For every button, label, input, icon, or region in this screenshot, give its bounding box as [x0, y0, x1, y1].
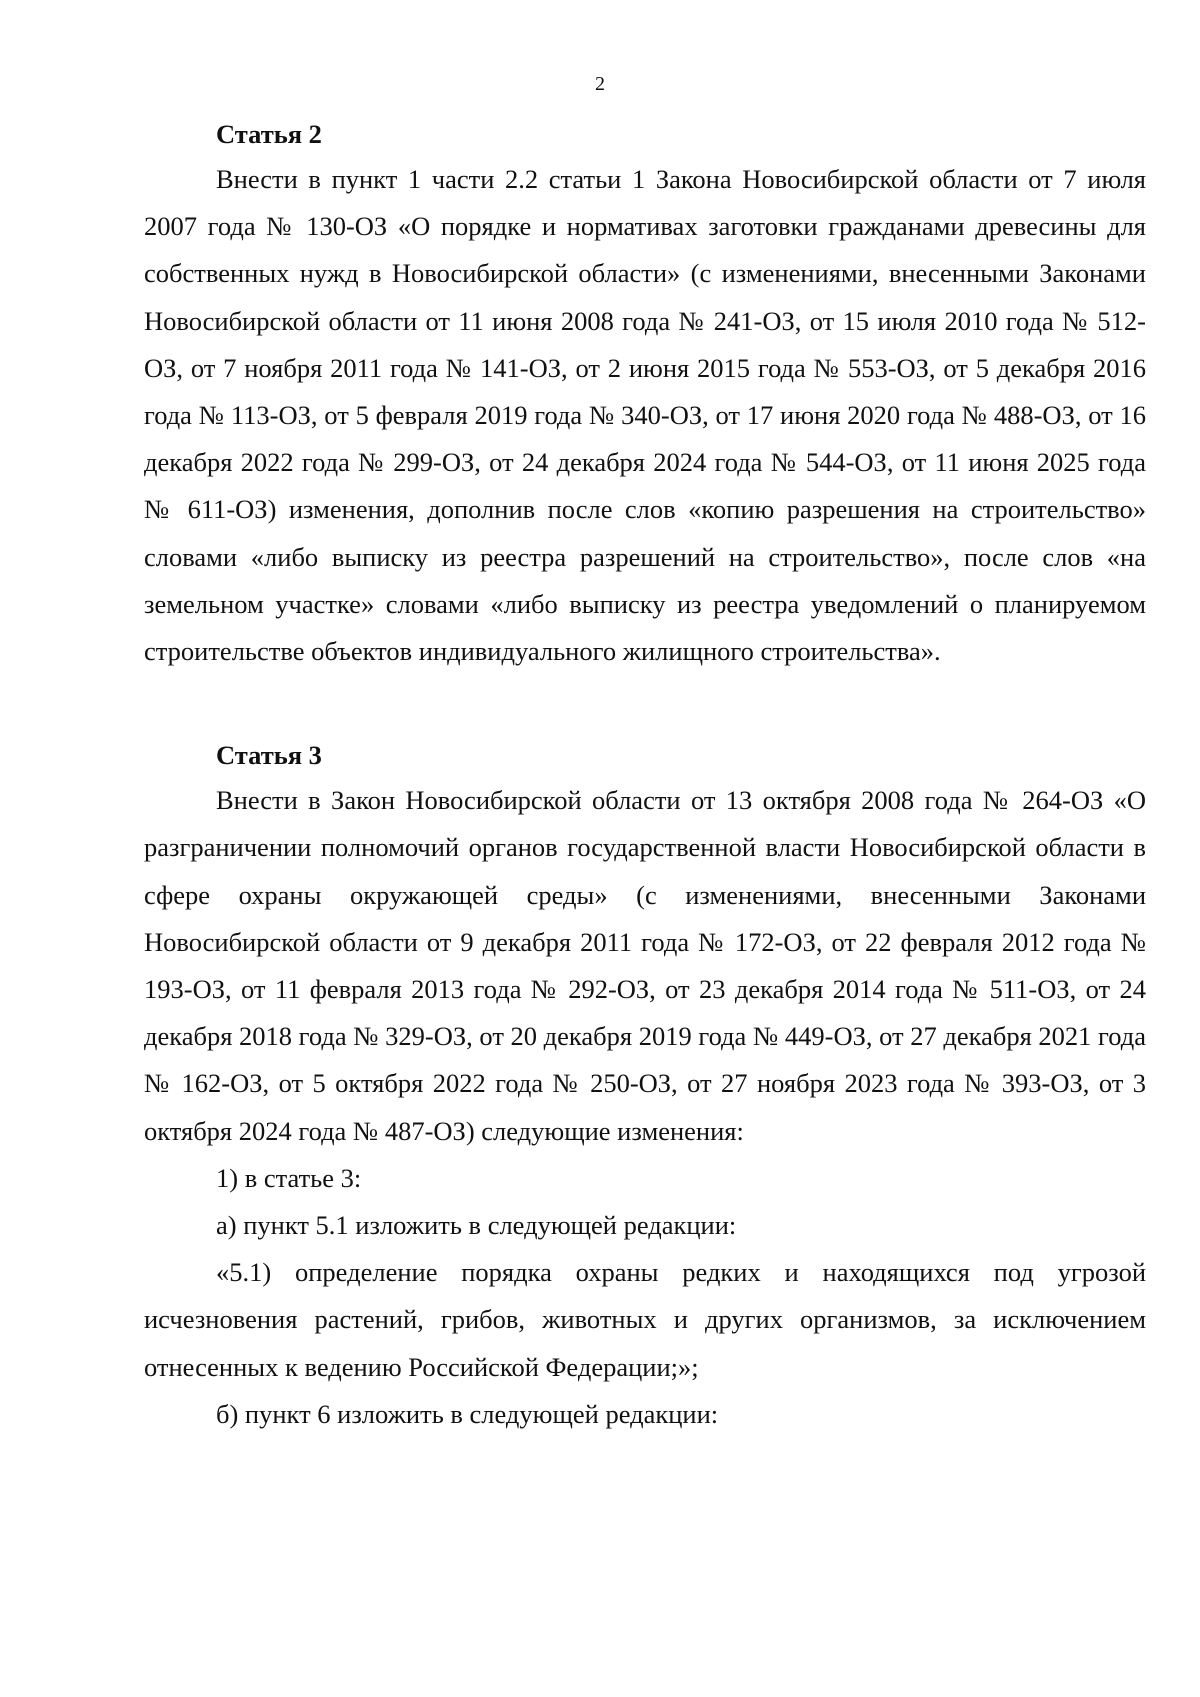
page-number: 2	[595, 73, 605, 95]
article-3-paragraph-intro: Внести в Закон Новосибирской области от 13 октября 2008 года № 264-ОЗ «О разграничении полномочий органов государственной власти Новосибирской области в сфере охраны окружающей среды» (с изменениями, внесенными Законами Новосибирской области от 9 декабря 2011 года № 172-ОЗ, от 22 февраля 2012 года № 193-ОЗ, от 11 февраля 2013 года № 292-ОЗ, от 23 декабря 2014 года № 511-ОЗ, от 24 декабря 2018 года № 329-ОЗ, от 20 декабря 2019 года № 449-ОЗ, от 27 декабря 2021 года № 162-ОЗ, от 5 октября 2022 года № 250-ОЗ, от 27 ноября 2023 года № 393-ОЗ, от 3 октября 2024 года № 487-ОЗ) следующие изменения:	[144, 785, 1146, 1146]
article-3-item-a: а) пункт 5.1 изложить в следующей редакции:	[216, 1210, 737, 1241]
article-3-item-b: б) пункт 6 изложить в следующей редакции:	[216, 1398, 719, 1429]
document-body	[144, 112, 1146, 1438]
section-spacer	[144, 675, 1146, 733]
article-3-item-5-1-text: «5.1) определение порядка охраны редких и находящихся под угрозой исчезновения растений, грибов, животных и других организмов, за исключением отнесенных к ведению Российской Федерации;»;	[144, 1257, 1146, 1382]
article-2-paragraph: Внести в пункт 1 части 2.2 статьи 1 Закона Новосибирской области от 7 июля 2007 года № 130-ОЗ «О порядке и нормативах заготовки гражданами древесины для собственных нужд в Новосибирской области» (с изменениями, внесенными Законами Новосибирской области от 11 июня 2008 года № 241-ОЗ, от 15 июля 2010 года № 512-ОЗ, от 7 ноября 2011 года № 141-ОЗ, от 2 июня 2015 года № 553-ОЗ, от 5 декабря 2016 года № 113-ОЗ, от 5 февраля 2019 года № 340-ОЗ, от 17 июня 2020 года № 488-ОЗ, от 16 декабря 2022 года № 299-ОЗ, от 24 декабря 2024 года № 544-ОЗ, от 11 июня 2025 года № 611-ОЗ) изменения, дополнив после слов «копию разрешения на строительство» словами «либо выписку из реестра разрешений на строительство», после слов «на земельном участке» словами «либо выписку из реестра уведомлений о планируемом строительстве объектов индивидуального жилищного строительства».	[144, 164, 1146, 667]
article-3-item-1: 1) в статье 3:	[216, 1162, 362, 1193]
article-2-heading: Статья 2	[216, 119, 322, 149]
article-3-heading: Статья 3	[216, 740, 322, 771]
